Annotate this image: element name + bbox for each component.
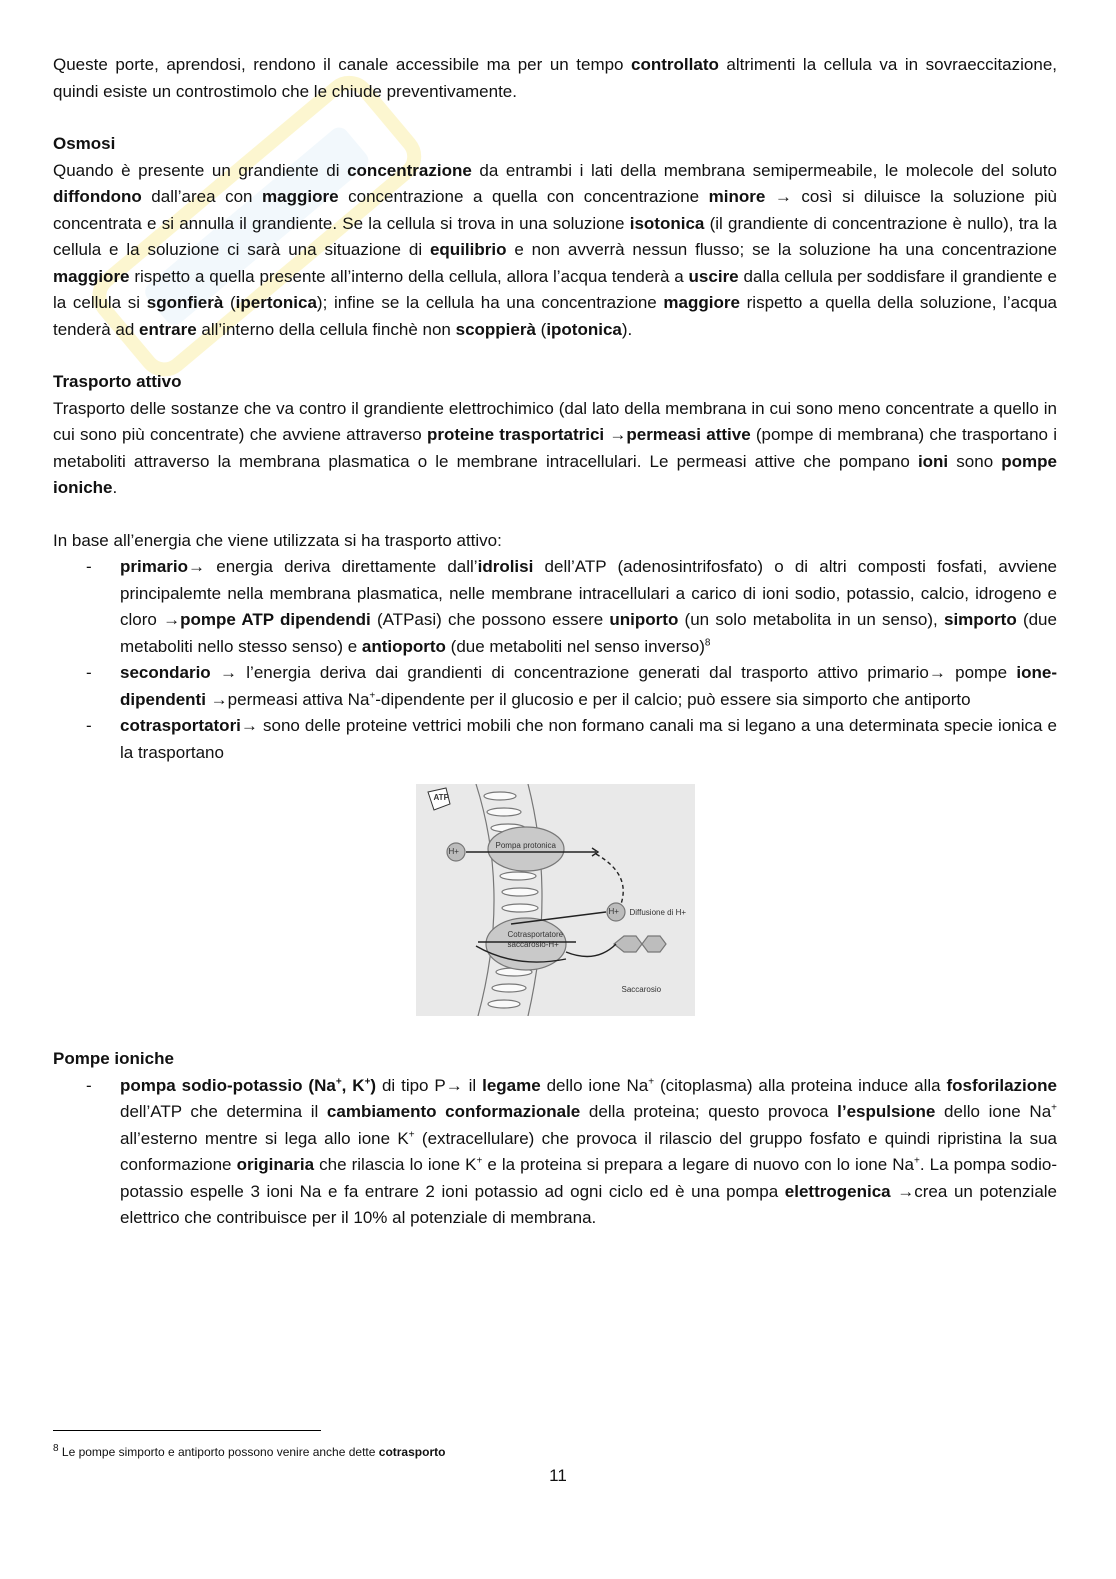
figure-label-diffusione: Diffusione di H+	[629, 908, 687, 917]
footnote-ref[interactable]: 8	[704, 636, 711, 648]
transport-types-list	[53, 554, 1057, 766]
trasporto-paragraph: Trasporto delle sostanze che va contro il grandiente elettrochimico (dal lato della membrana in cui sono meno concentrate a quello in cui sono più concentrate) che avviene attraverso proteine trasportatrici →permeasi attive (pompe di membrana) che trasportano i metaboliti attraverso la membrana plasmatica o le membrane intracellulari. Le permeasi attive che pompano ioni sono pompe ioniche.	[53, 398, 1057, 497]
figure-label-hplus-right: H+	[608, 907, 619, 916]
document-page	[53, 52, 1057, 1232]
membrane-diagram	[416, 784, 695, 1016]
energia-intro: In base all’energia che viene utilizzata si ha trasporto attivo:	[53, 530, 502, 550]
list-item-cotrasportatori: - cotrasportatori→ sono delle proteine vettrici mobili che non formano canali ma si legano a una determinata specie ionica e la trasportano	[53, 713, 1057, 766]
pompe-list	[53, 1073, 1057, 1232]
intro-paragraph: Queste porte, aprendosi, rendono il canale accessibile ma per un tempo controllato altrimenti la cellula va in sovraeccitazione, quindi esiste un controstimolo che le chiude preventivamente.	[53, 55, 1057, 101]
section-title-pompe-ioniche: Pompe ioniche	[53, 1049, 174, 1068]
figure-label-cotrasportatore: Cotrasportatore	[507, 930, 564, 939]
osmosi-paragraph: Quando è presente un grandiente di concentrazione da entrambi i lati della membrana semipermeabile, le molecole del soluto diffondono dall’area con maggiore concentrazione a quella con concentrazione minore → così si diluisce la soluzione più concentrata e si annulla il grandiente. Se la cellula si trova in una soluzione isotonica (il grandiente di concentrazione è nullo), tra la cellula e la soluzione ci sarà una situazione di equilibrio e non avverrà nessun flusso; se la soluzione ha una concentrazione maggiore rispetto a quella presente all’interno della cellula, allora l’acqua tenderà a uscire dalla cellula per soddisfare il grandiente e la cellula si sgonfierà (ipertonica); infine se la cellula ha una concentrazione maggiore rispetto a quella della soluzione, l’acqua tenderà ad entrare all’interno della cellula finchè non scoppierà (ipotonica).	[53, 160, 1058, 339]
figure-label-atp: ATP	[433, 793, 449, 802]
page-number: 11	[549, 1466, 567, 1485]
figure-label-hplus-left: H+	[448, 847, 459, 856]
list-item-primario: - primario→ energia deriva direttamente dall’idrolisi dell’ATP (adenosintrifosfato) o di altri composti fosfati, avviene principalemte nella membrana plasmatica, nelle membrane intracellulari a carico di ioni sodio, potassio, calcio, idrogeno e cloro →pompe ATP dipendendi (ATPasi) che possono essere uniporto (un solo metabolita in un senso), simporto (due metaboliti nello stesso senso) e antioporto (due metaboliti nel senso inverso)$^8$	[53, 554, 1057, 660]
list-item-secondario: - secondario → l’energia deriva dai grandienti di concentrazione generati dal trasporto attivo primario→ pompe ione-dipendenti →permeasi attiva Na+-dipendente per il glucosio e per il calcio; può essere sia simporto che antiporto	[53, 660, 1057, 713]
membrane-transport-figure	[416, 784, 695, 1016]
section-title-osmosi: Osmosi	[53, 134, 116, 153]
section-title-trasporto-attivo: Trasporto attivo	[53, 372, 182, 391]
list-item-pompa-sodio-potassio: - pompa sodio-potassio (Na+, K+) di tipo P→ il legame dello ione Na+ (citoplasma) alla proteina induce alla fosforilazione dell’ATP che determina il cambiamento conformazionale della proteina; questo provoca l’espulsione dello ione Na+ all’esterno mentre si lega allo ione K+ (extracellulare) che provoca il rilascio del gruppo fosfato e quindi ripristina la sua conformazione originaria che rilascia lo ione K+ e la proteina si prepara a legare di nuovo con lo ione Na+. La pompa sodio-potassio espelle 3 ioni Na e fa entrare 2 ioni potassio ad ogni ciclo ed è una pompa elettrogenica →crea un potenziale elettrico che contribuisce per il 10% al potenziale di membrana.	[53, 1073, 1057, 1232]
figure-label-pompa: Pompa protonica	[495, 841, 556, 850]
footnote-divider	[53, 1430, 321, 1431]
figure-label-saccarosio: Saccarosio	[621, 985, 662, 994]
figure-label-saccarosio-h: saccarosio-H+	[507, 940, 559, 949]
footnote: $^8$ Le pompe simporto e antiporto possono venire anche dette cotrasporto	[53, 1443, 446, 1459]
